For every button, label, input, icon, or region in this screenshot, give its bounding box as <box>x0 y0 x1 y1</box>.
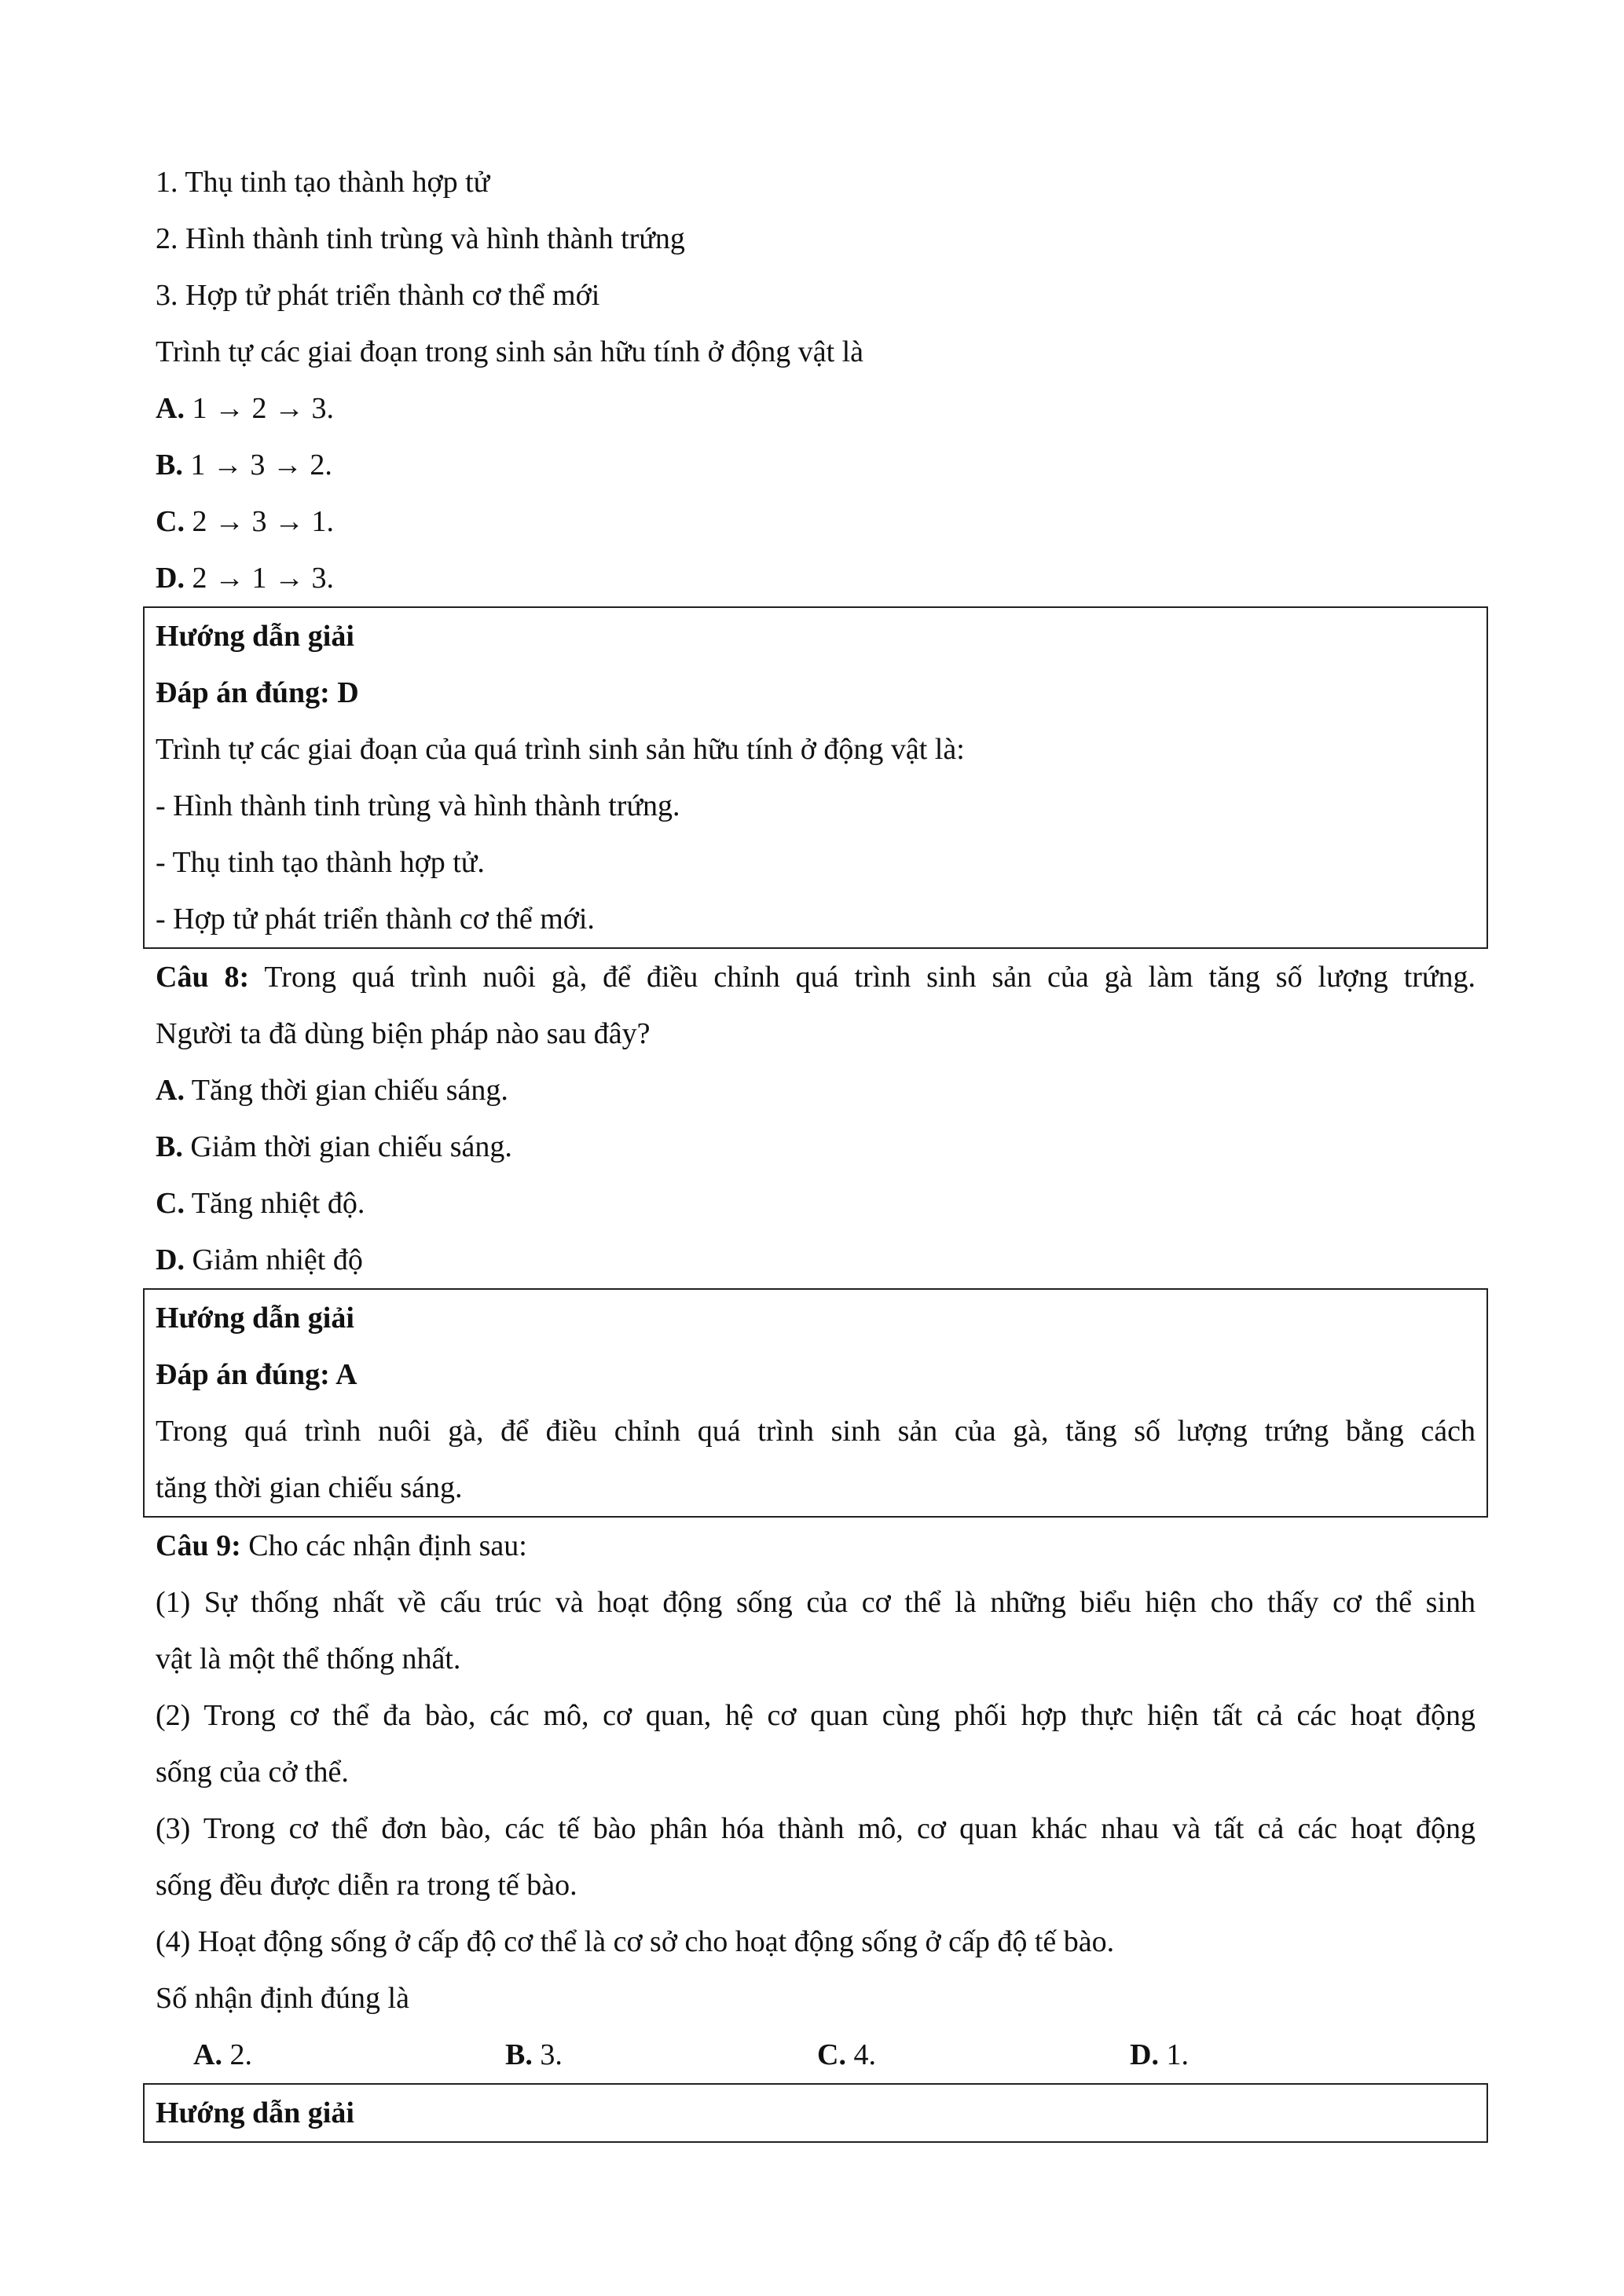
document-content <box>156 154 1476 2143</box>
option-text: 3. <box>532 2038 563 2071</box>
option-letter: D. <box>1130 2038 1159 2071</box>
q7-option-c <box>156 493 1476 550</box>
option-letter: B. <box>156 1130 183 1163</box>
q9-option-a <box>193 2027 252 2083</box>
option-text: 4. <box>845 2038 876 2071</box>
solution-answer <box>156 1346 1476 1403</box>
q7-option-d <box>156 550 1476 606</box>
question-label: Câu 8: <box>156 961 250 994</box>
option-text: 2. <box>222 2038 252 2071</box>
solution-heading-text: Hướng dẫn giải <box>156 620 354 653</box>
q9-options-row <box>156 2027 1476 2083</box>
q8-option-d <box>156 1232 1476 1288</box>
solution-answer <box>156 665 1476 721</box>
q9-option-d <box>1130 2027 1189 2083</box>
step-2: 2. Hình thành tinh trùng và hình thành trứng <box>156 222 685 255</box>
solution-heading-text: Hướng dẫn giải <box>156 1302 354 1335</box>
option-letter: A. <box>193 2038 222 2071</box>
statement-3-line-1: (3) Trong cơ thể đơn bào, các tế bào phân hóa thành mô, cơ quan khác nhau và tất cả các hoạt động <box>156 1812 1476 1845</box>
q9-option-b <box>505 2027 563 2083</box>
option-text: 1 → 3 → 2. <box>182 449 332 482</box>
q8-option-a <box>156 1062 1476 1119</box>
option-text: 2 → 1 → 3. <box>184 562 334 595</box>
question-7-text: Trình tự các giai đoạn trong sinh sản hữu tính ở động vật là <box>156 335 864 368</box>
solution-box-9 <box>143 2083 1488 2143</box>
option-letter: B. <box>156 449 183 482</box>
option-letter: A. <box>156 1074 185 1107</box>
option-text: Giảm thời gian chiếu sáng. <box>182 1130 512 1163</box>
option-text: 2 → 3 → 1. <box>184 505 334 538</box>
q7-option-b <box>156 437 1476 493</box>
solution-answer-text: Đáp án đúng: A <box>156 1358 357 1391</box>
q7-option-a <box>156 380 1476 437</box>
q8-option-c <box>156 1175 1476 1232</box>
solution-heading <box>156 2085 1476 2141</box>
solution-box-7 <box>143 606 1488 949</box>
solution-line: - Hợp tử phát triển thành cơ thể mới. <box>156 903 595 936</box>
question-text: Trong quá trình nuôi gà, để điều chỉnh quá trình sinh sản của gà làm tăng số lượng trứng. <box>249 961 1476 994</box>
option-letter: C. <box>156 1187 185 1220</box>
option-text: Giảm nhiệt độ <box>184 1243 363 1276</box>
question-9-text: Số nhận định đúng là <box>156 1982 409 2015</box>
solution-heading <box>156 608 1476 665</box>
option-letter: B. <box>505 2038 533 2071</box>
question-9-intro <box>156 1518 1476 1574</box>
question-text: Cho các nhận định sau: <box>240 1529 527 1562</box>
statement-2-line-2: sống của cở thể. <box>156 1756 349 1789</box>
statement-3-line-2: sống đều được diễn ra trong tế bào. <box>156 1869 577 1902</box>
statement-1-line-1: (1) Sự thống nhất về cấu trúc và hoạt động sống của cơ thể là những biểu hiện cho thấy cơ thể sinh <box>156 1586 1476 1619</box>
solution-line: Trong quá trình nuôi gà, để điều chỉnh quá trình sinh sản của gà, tăng số lượng trứng bằng cách <box>156 1415 1476 1448</box>
question-8-line-1 <box>156 949 1476 1005</box>
solution-line: tăng thời gian chiếu sáng. <box>156 1471 463 1504</box>
question-8-line-2: Người ta đã dùng biện pháp nào sau đây? <box>156 1017 651 1050</box>
option-text: 1 → 2 → 3. <box>184 392 334 425</box>
statement-1-line-2: vật là một thể thống nhất. <box>156 1642 461 1675</box>
question-label: Câu 9: <box>156 1529 241 1562</box>
step-1: 1. Thụ tinh tạo thành hợp tử <box>156 166 490 199</box>
option-letter: A. <box>156 392 185 425</box>
q9-option-c <box>817 2027 876 2083</box>
option-letter: C. <box>817 2038 846 2071</box>
solution-heading <box>156 1290 1476 1346</box>
q8-option-b <box>156 1119 1476 1175</box>
option-text: Tăng thời gian chiếu sáng. <box>184 1074 508 1107</box>
solution-answer-text: Đáp án đúng: D <box>156 676 359 709</box>
solution-heading-text: Hướng dẫn giải <box>156 2096 354 2129</box>
solution-line: - Thụ tinh tạo thành hợp tử. <box>156 846 485 879</box>
statement-2-line-1: (2) Trong cơ thể đa bào, các mô, cơ quan, hệ cơ quan cùng phối hợp thực hiện tất cả các hoạt động <box>156 1699 1476 1732</box>
solution-box-8 <box>143 1288 1488 1518</box>
option-text: Tăng nhiệt độ. <box>184 1187 365 1220</box>
option-text: 1. <box>1158 2038 1189 2071</box>
solution-line: Trình tự các giai đoạn của quá trình sinh sản hữu tính ở động vật là: <box>156 733 965 766</box>
option-letter: D. <box>156 562 185 595</box>
step-3: 3. Hợp tử phát triển thành cơ thể mới <box>156 279 600 312</box>
option-letter: D. <box>156 1243 185 1276</box>
statement-4: (4) Hoạt động sống ở cấp độ cơ thể là cơ sở cho hoạt động sống ở cấp độ tế bào. <box>156 1925 1115 1958</box>
option-letter: C. <box>156 505 185 538</box>
solution-line: - Hình thành tinh trùng và hình thành trứng. <box>156 789 680 822</box>
